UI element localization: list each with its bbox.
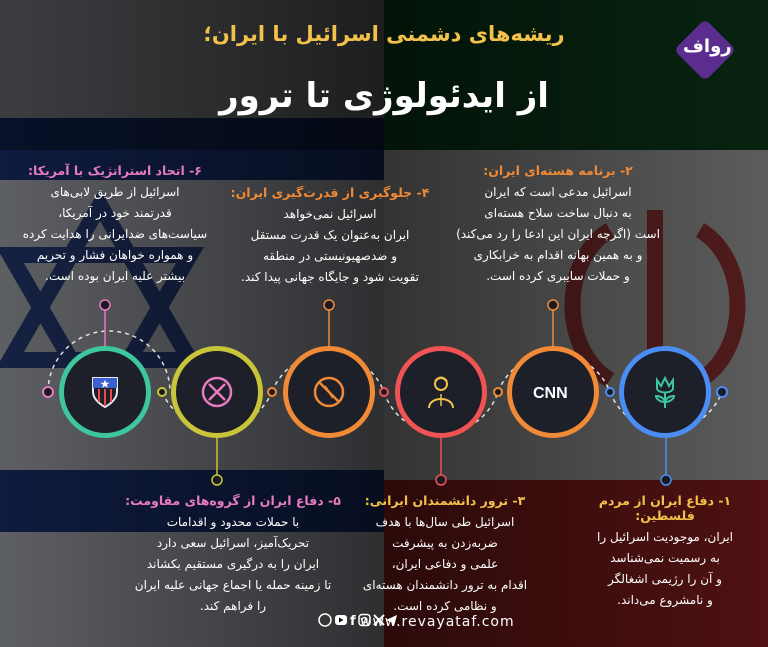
item-1-circle	[619, 346, 711, 438]
item-5-text: با حملات محدود و اقدامات تحریک‌آمیز، اسرائیل سعی دارد ایران را به درگیری مستقیم بکشاند تا زمینه حمله یا اجماع جهانی علیه ایران را فراهم کند.	[134, 515, 332, 613]
item-2-text: اسرائیل مدعی است که ایران به دنبال ساخت سلاح هسته‌ای است (اگرچه ایران این ادعا را رد می‌کند) و به همین بهانه اقدام به خرابکاری و حملات سایبری کرده است.	[456, 185, 660, 283]
item-2-title: ۲- برنامه هسته‌ای ایران:	[483, 163, 633, 178]
item-6-title: ۶- اتحاد استراتژیک با آمریکا:	[28, 163, 202, 178]
item-4-title: ۴- جلوگیری از قدرت‌گیری ایران:	[230, 185, 430, 200]
tulip-icon	[645, 372, 685, 412]
cnn-logo-icon	[527, 372, 579, 412]
item-6-text: اسرائیل از طریق لابی‌های قدرتمند خود در آمریکا، سیاست‌های ضدایرانی را هدایت کرده و همواره خواهان فشار و تحریم بیشتر علیه ایران بوده است.	[22, 185, 208, 283]
item-5-block	[118, 493, 348, 617]
item-1-block	[570, 493, 760, 611]
item-4-text: اسرائیل نمی‌خواهد ایران به‌عنوان یک قدرت مستقل و ضدصهیونیستی در منطقه تقویت شود و جایگاه جهانی پیدا کند.	[241, 207, 419, 284]
us-shield-icon	[85, 372, 125, 412]
item-5-circle	[171, 346, 263, 438]
item-2-circle	[507, 346, 599, 438]
title-line-1: ریشه‌های دشمنی اسرائیل با ایران؛	[203, 22, 565, 46]
item-6-block	[10, 163, 220, 287]
item-3-block	[350, 493, 540, 617]
item-4-circle	[283, 346, 375, 438]
cross-circle-icon	[197, 372, 237, 412]
item-6-circle	[59, 346, 151, 438]
item-3-text: اسرائیل طی سال‌ها با هدف ضربه‌زدن به پیشرفت علمی و دفاعی ایران، اقدام به ترور دانشمندان هسته‌ای و نظامی کرده است.	[362, 515, 528, 613]
svg-text:CNN: CNN	[533, 385, 568, 402]
item-5-title: ۵- دفاع ایران از گروه‌های مقاومت:	[125, 493, 341, 508]
item-1-text: ایران، موجودیت اسرائیل را به رسمیت نمی‌شناسد و آن را رژیمی اشغالگر و نامشروع می‌داند.	[597, 530, 733, 607]
title-line-2: از ایدئولوژی تا ترور	[219, 76, 549, 116]
item-4-block	[230, 185, 430, 288]
brand-logo-text: رواف	[683, 36, 732, 57]
item-2-block	[438, 163, 678, 287]
facebook-icon: f	[350, 614, 356, 629]
item-3-circle	[395, 346, 487, 438]
item-1-title: ۱- دفاع ایران از مردم فلسطین:	[598, 493, 732, 523]
dribbble-icon	[319, 614, 331, 626]
item-3-title: ۳- ترور دانشمندان ایرانی:	[364, 493, 526, 508]
website-link[interactable]: www.revayataf.com	[360, 614, 515, 630]
scientist-icon	[421, 372, 461, 412]
no-power-icon	[309, 372, 349, 412]
